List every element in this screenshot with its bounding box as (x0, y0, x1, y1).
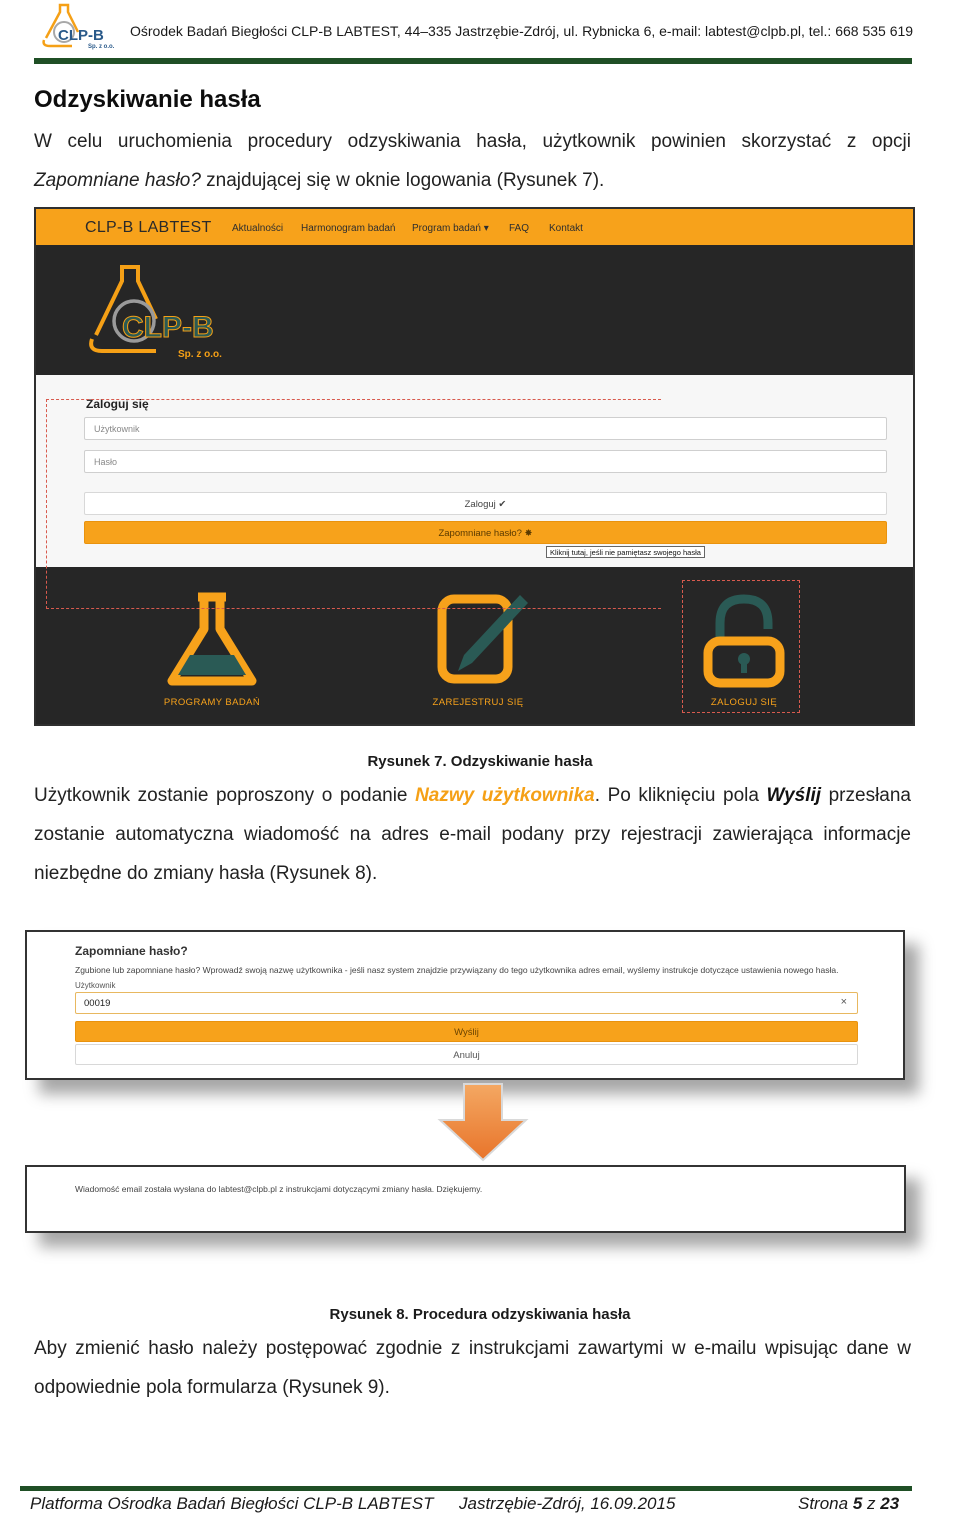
header-logo-text: CLP-B (58, 27, 104, 44)
nav-item-program[interactable]: Program badań ▾ (412, 223, 489, 234)
p2-text-c: przesłana (821, 785, 912, 806)
site-banner (36, 245, 913, 375)
tile-login-label: ZALOGUJ SIĘ (710, 697, 778, 708)
site-navbar (36, 209, 913, 245)
forgot-form-description: Zgubione lub zapomniane hasło? Wprowadź swoją nazwę użytkownika - jeśli nasz system znajdzie przywiązany do tego użytkownika adres email, wyślemy instrukcje dotyczące ustawienia nowego hasła. (75, 965, 839, 975)
cancel-button[interactable]: Anuluj (75, 1044, 858, 1065)
clear-icon[interactable]: × (840, 996, 847, 1008)
forgot-password-reference: Zapomniane hasło? (34, 170, 201, 191)
nav-item-contact[interactable]: Kontakt (549, 223, 583, 234)
site-brand[interactable]: CLP-B LABTEST (85, 219, 212, 236)
password-input[interactable]: Hasło (84, 450, 887, 473)
username-field-label: Użytkownik (75, 981, 116, 990)
section-title: Odzyskiwanie hasła (34, 86, 261, 113)
p2-text-a: Użytkownik zostanie poproszony o podanie (34, 785, 416, 806)
forgot-password-tooltip: Kliknij tutaj, jeśli nie pamiętasz swojego hasła (546, 546, 705, 558)
figure-8-forgot-form (25, 930, 905, 1080)
paragraph-intro-line1: W celu uruchomienia procedury odzyskiwania hasła, użytkownik powinien skorzystać z opcji (34, 131, 911, 152)
organization-line: Ośrodek Badań Biegłości CLP-B LABTEST, 44–335 Jastrzębie-Zdrój, ul. Rybnicka 6, e-mail: labtest@clpb.pl, tel.: 668 535 619 (130, 23, 914, 39)
nav-item-schedule[interactable]: Harmonogram badań (301, 223, 396, 234)
footer-page-prefix: Strona (798, 1494, 853, 1513)
clpb-logo-icon (38, 2, 114, 50)
paragraph-intro-line2 (34, 161, 911, 200)
nav-item-news[interactable]: Aktualności (232, 223, 284, 234)
annotation-login-tile (682, 580, 800, 713)
arrow-down-icon (436, 1082, 530, 1164)
footer-page-number (798, 1494, 899, 1514)
confirmation-message: Wiadomość email została wysłana do labtest@clpb.pl z instrukcjami dotyczącymi zmiany hasła. Dziękujemy. (75, 1184, 483, 1194)
p2-text-b: . Po kliknięciu pola (594, 785, 767, 806)
paragraph-change-line2: odpowiednie pola formularza (Rysunek 9). (34, 1377, 390, 1398)
forgot-username-input[interactable] (75, 992, 858, 1014)
figure-8-caption: Rysunek 8. Procedura odzyskiwania hasła (329, 1306, 631, 1323)
banner-logo-icon (86, 259, 236, 365)
footer-page-total: 23 (880, 1494, 900, 1513)
send-term: Wyślij (766, 785, 822, 806)
banner-logo-sub: Sp. z o.o. (178, 349, 222, 360)
figure-8-confirmation (25, 1165, 906, 1233)
tile-register-label: ZAREJESTRUJ SIĘ (432, 697, 524, 708)
paragraph-change-line1: Aby zmienić hasło należy postępować zgodnie z instrukcjami zawartymi w e-mailu wpisując dane w (34, 1338, 911, 1359)
header-divider (34, 58, 912, 64)
login-button[interactable]: Zaloguj ✔ (84, 492, 887, 515)
username-term: Nazwy użytkownika (415, 785, 595, 806)
paragraph-intro-rest: znajdującej się w oknie logowania (Rysunek 7). (200, 170, 605, 191)
paragraph-username-prompt (34, 776, 911, 893)
page-header (34, 0, 912, 66)
tile-test-programs-label: PROGRAMY BADAŃ (163, 697, 261, 708)
figure-7-caption: Rysunek 7. Odzyskiwanie hasła (367, 753, 593, 770)
paragraph-change-password (34, 1329, 911, 1407)
paragraph-username-line2: zostanie automatyczna wiadomość na adres e-mail podany przy rejestracji zawierająca informacje (34, 824, 911, 845)
banner-logo-text: CLP-B (122, 311, 214, 344)
send-button[interactable]: Wyślij (75, 1021, 858, 1042)
username-input[interactable]: Użytkownik (84, 417, 887, 440)
footer-page-current: 5 (852, 1494, 863, 1513)
footer-place-date: Jastrzębie-Zdrój, 16.09.2015 (459, 1494, 676, 1513)
paragraph-username-line1 (34, 776, 911, 815)
paragraph-intro (34, 122, 911, 200)
footer-platform: Platforma Ośrodka Badań Biegłości CLP-B LABTEST (30, 1494, 434, 1513)
nav-item-faq[interactable]: FAQ (509, 223, 530, 234)
footer-divider (20, 1486, 912, 1491)
figure-7-login-screenshot (34, 207, 915, 726)
paragraph-username-line3: niezbędne do zmiany hasła (Rysunek 8). (34, 863, 378, 884)
annotation-login-area (46, 399, 661, 609)
footer-page-sep: z (862, 1494, 881, 1513)
header-logo-sub: Sp. z o.o. (88, 44, 114, 50)
forgot-username-value: 00019 (84, 998, 111, 1009)
forgot-form-title: Zapomniane hasło? (75, 944, 188, 958)
login-title: Zaloguj się (86, 397, 149, 411)
forgot-password-button[interactable]: Zapomniane hasło? ✸ (84, 521, 887, 544)
